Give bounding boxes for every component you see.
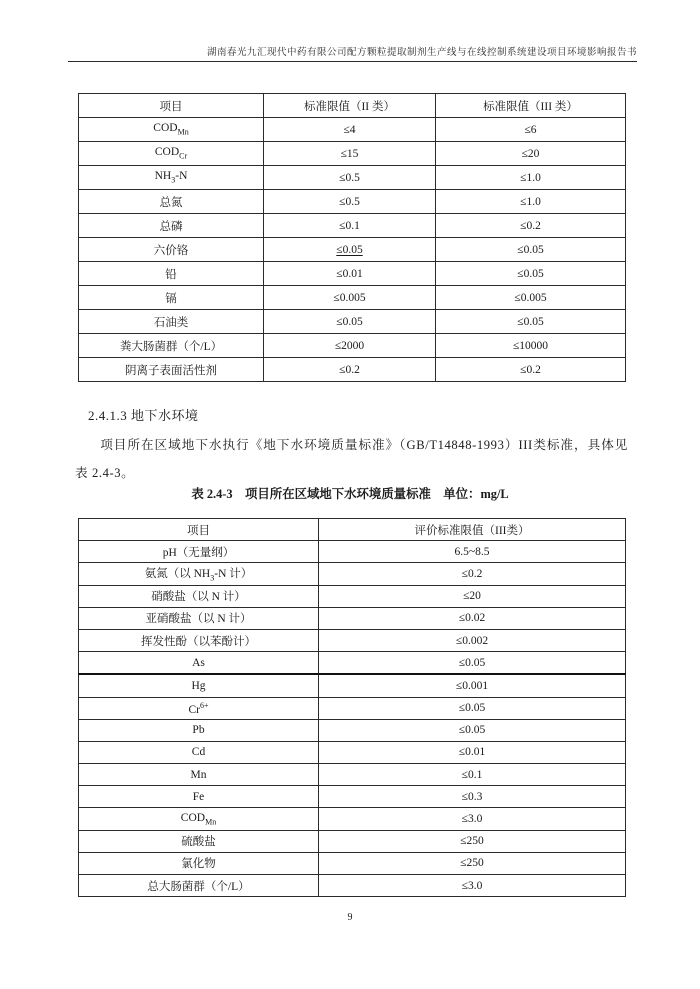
table-cell: Fe — [79, 786, 319, 808]
table-row — [79, 358, 626, 382]
table-cell: ≤0.001 — [319, 674, 626, 697]
table-cell: ≤0.02 — [319, 607, 626, 629]
table-cell: ≤20 — [319, 585, 626, 607]
table-cell: $COD_{Mn}$ — [79, 808, 319, 830]
table-header-row — [79, 94, 626, 118]
table-header-cell: 标准限值（III 类） — [436, 94, 626, 118]
table-row — [79, 875, 626, 897]
table-cell: ≤0.005 — [264, 286, 436, 310]
table-row — [79, 607, 626, 629]
table-row — [79, 310, 626, 334]
table-cell: ≤0.05 — [319, 652, 626, 675]
table-row — [79, 764, 626, 786]
table-cell: ≤0.2 — [319, 563, 626, 585]
table-header-row — [79, 519, 626, 541]
table-cell: ≤0.5 — [264, 190, 436, 214]
table-row — [79, 786, 626, 808]
table-cell: ≤20 — [436, 142, 626, 166]
table-cell: Cd — [79, 741, 319, 763]
table-cell: $Cr^{6+}$ — [79, 697, 319, 719]
table-cell: ≤0.5 — [264, 166, 436, 190]
table-cell: 石油类 — [79, 310, 264, 334]
table-header-cell: 标准限值（II 类） — [264, 94, 436, 118]
table-cell: 粪大肠菌群（个/L） — [79, 334, 264, 358]
table-cell: 6.5~8.5 — [319, 541, 626, 563]
table-row — [79, 852, 626, 874]
table-cell: 阴离子表面活性剂 — [79, 358, 264, 382]
table-cell: ≤6 — [436, 118, 626, 142]
table-cell: 氨氮（以 $NH_3-N$ 计） — [79, 563, 319, 585]
table-header-cell: 项目 — [79, 519, 319, 541]
table-cell: 总大肠菌群（个/L） — [79, 875, 319, 897]
table-row — [79, 142, 626, 166]
table-cell: ≤4 — [264, 118, 436, 142]
groundwater-table-caption: 表 2.4-3 项目所在区域地下水环境质量标准 单位：mg/L — [191, 487, 509, 501]
table-cell: ≤0.01 — [319, 741, 626, 763]
table-cell: ≤0.2 — [264, 358, 436, 382]
table-cell: ≤0.3 — [319, 786, 626, 808]
table-cell: $COD_{Mn}$ — [79, 118, 264, 142]
table-cell: ≤3.0 — [319, 875, 626, 897]
table-cell: ≤0.05 — [436, 310, 626, 334]
table-cell: 挥发性酚（以苯酚计） — [79, 629, 319, 651]
running-header-text: 湖南春光九汇现代中药有限公司配方颗粒提取制剂生产线与在线控制系统建设项目环境影响报告书 — [206, 48, 637, 58]
table-cell: ≤0.05 — [264, 238, 436, 262]
table-cell: 总磷 — [79, 214, 264, 238]
table-cell: 硝酸盐（以 N 计） — [79, 585, 319, 607]
table-cell: $COD_{Cr}$ — [79, 142, 264, 166]
table-cell: 六价铬 — [79, 238, 264, 262]
table-cell: ≤0.05 — [436, 238, 626, 262]
table-cell: ≤0.01 — [264, 262, 436, 286]
table-cell: $NH_3-N$ — [79, 166, 264, 190]
table-row — [79, 190, 626, 214]
table-cell: 镉 — [79, 286, 264, 310]
table-cell: pH（无量纲） — [79, 541, 319, 563]
table-cell: ≤2000 — [264, 334, 436, 358]
table-cell: ≤250 — [319, 830, 626, 852]
section-heading: 2.4.1.3 地下水环境 — [88, 408, 199, 423]
groundwater-standards-table — [78, 518, 626, 897]
table-row — [79, 166, 626, 190]
table-cell: ≤0.1 — [319, 764, 626, 786]
table-cell: ≤15 — [264, 142, 436, 166]
table-cell: 总氮 — [79, 190, 264, 214]
table-row — [79, 697, 626, 719]
table-row — [79, 334, 626, 358]
table-cell: Pb — [79, 719, 319, 741]
table-row — [79, 214, 626, 238]
table-row — [79, 808, 626, 830]
table-row — [79, 262, 626, 286]
table-cell: ≤0.002 — [319, 629, 626, 651]
table-cell: ≤250 — [319, 852, 626, 874]
table-cell: 亚硝酸盐（以 N 计） — [79, 607, 319, 629]
table-cell: ≤0.05 — [319, 719, 626, 741]
body-paragraph: 项目所在区域地下水执行《地下水环境质量标准》（GB/T14848-1993）III类标准，具体见表 2.4-3。 — [75, 438, 628, 480]
table-cell: 硫酸盐 — [79, 830, 319, 852]
header-rule — [68, 61, 637, 62]
table-row — [79, 719, 626, 741]
table-cell: As — [79, 652, 319, 675]
table-cell: Hg — [79, 674, 319, 697]
table-header-cell: 评价标准限值（III类） — [319, 519, 626, 541]
table-header-cell: 项目 — [79, 94, 264, 118]
table-cell: ≤0.05 — [436, 262, 626, 286]
table-cell: ≤0.2 — [436, 358, 626, 382]
table-cell: ≤1.0 — [436, 166, 626, 190]
table-row — [79, 286, 626, 310]
table-row — [79, 674, 626, 697]
page-number: 9 — [347, 912, 353, 923]
table-cell: Mn — [79, 764, 319, 786]
surface-water-standards-table — [78, 93, 626, 382]
table-cell: ≤0.2 — [436, 214, 626, 238]
table-cell: ≤0.005 — [436, 286, 626, 310]
table-cell: 氯化物 — [79, 852, 319, 874]
table-cell: ≤0.05 — [319, 697, 626, 719]
table-cell: ≤1.0 — [436, 190, 626, 214]
table-row — [79, 118, 626, 142]
table-cell: ≤0.05 — [264, 310, 436, 334]
table-row — [79, 741, 626, 763]
table-row — [79, 830, 626, 852]
table-row — [79, 238, 626, 262]
table-row — [79, 652, 626, 675]
table-row — [79, 541, 626, 563]
table-cell: 铅 — [79, 262, 264, 286]
table-row — [79, 585, 626, 607]
table-cell: ≤10000 — [436, 334, 626, 358]
table-cell: ≤3.0 — [319, 808, 626, 830]
table-cell: ≤0.1 — [264, 214, 436, 238]
table-row — [79, 629, 626, 651]
table-row — [79, 563, 626, 585]
